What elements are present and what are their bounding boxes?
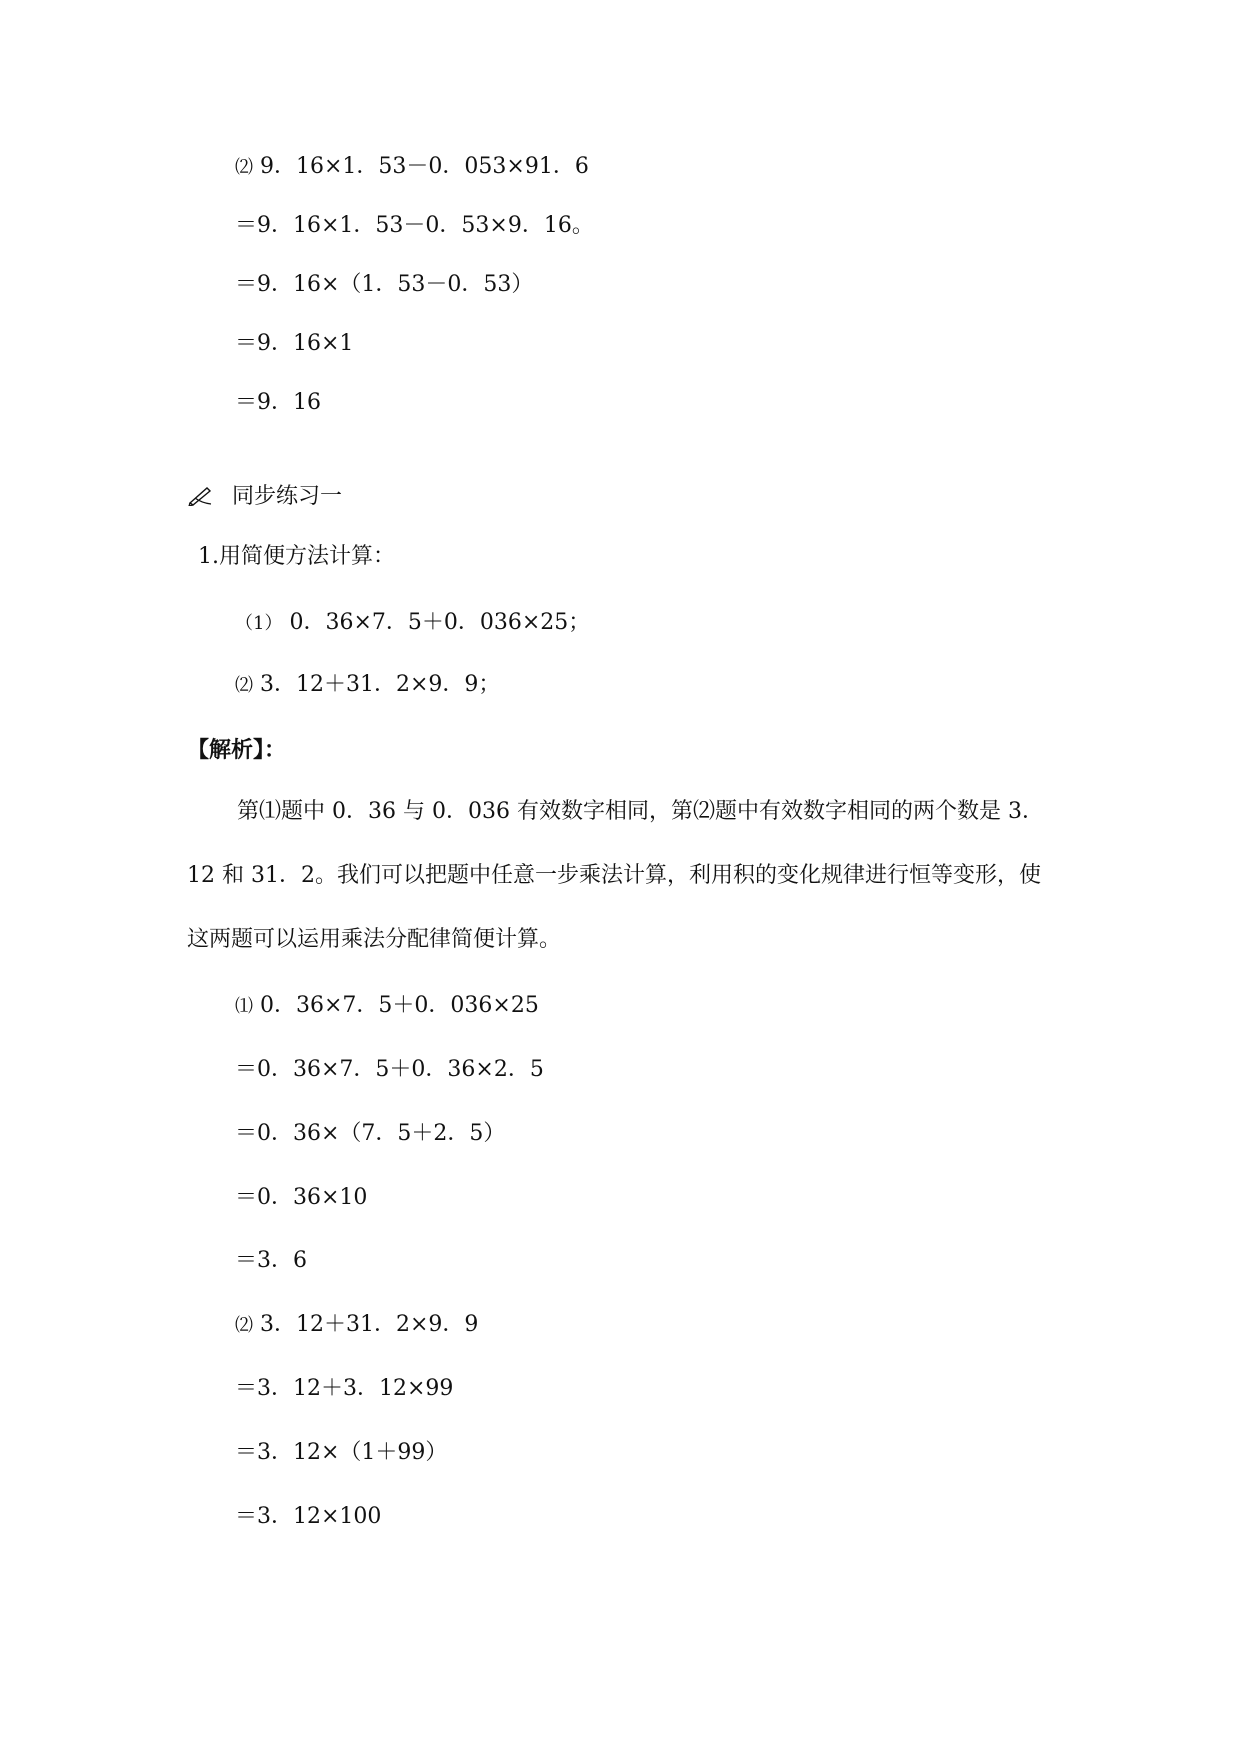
solution-line-2: ＝9．16×1．53－0．53×9．16。: [235, 213, 594, 238]
analysis-part1-line-1: [235, 991, 539, 1022]
solution-line-1: [235, 152, 589, 183]
exercise-question: 1.用简便方法计算：: [198, 544, 395, 569]
analysis-part1-line-3: ＝0．36×（7．5＋2．5）: [235, 1121, 506, 1146]
item-marker: （1）: [235, 613, 283, 634]
math-text: 9．16×1．53－0．053×91．6: [253, 154, 589, 179]
analysis-part1-line-2: ＝0．36×7．5＋0．36×2．5: [235, 1057, 544, 1082]
analysis-heading: 【解析】：: [187, 737, 287, 763]
math-text: 0．36×7．5＋0．036×25；: [282, 610, 591, 635]
solution-line-4: ＝9．16×1: [235, 331, 354, 356]
analysis-part1-line-5: ＝3．6: [235, 1248, 307, 1273]
exercise-item-2: [235, 670, 500, 701]
math-text: 3．12＋31．2×9．9: [253, 1312, 479, 1337]
item-marker: ⑵: [235, 1315, 253, 1336]
analysis-part2-line-1: [235, 1310, 478, 1341]
exercise-item-1: [235, 608, 590, 639]
solution-line-5: ＝9．16: [235, 390, 321, 415]
analysis-part2-line-2: ＝3．12＋3．12×99: [235, 1376, 454, 1401]
analysis-part2-line-4: ＝3．12×100: [235, 1504, 382, 1529]
pencil-icon: [187, 484, 213, 506]
item-marker: ⑵: [235, 157, 253, 178]
analysis-part1-line-4: ＝0．36×10: [235, 1185, 368, 1210]
item-marker: ⑵: [235, 675, 253, 696]
exercise-title: 同步练习一: [232, 484, 343, 509]
solution-line-3: ＝9．16×（1．53－0．53）: [235, 272, 534, 297]
math-text: 3．12＋31．2×9．9；: [253, 672, 501, 697]
analysis-paragraph: 第⑴题中 0．36 与 0．036 有效数字相同，第⑵题中有效数字相同的两个数是 3．12 和 31．2。我们可以把题中任意一步乘法计算，利用积的变化规律进行恒等变形，使这两题可以运用乘法分配律简便计算。: [187, 799, 1044, 952]
math-text: 0．36×7．5＋0．036×25: [253, 993, 539, 1018]
analysis-part2-line-3: ＝3．12×（1＋99）: [235, 1440, 448, 1465]
item-marker: ⑴: [235, 996, 253, 1017]
